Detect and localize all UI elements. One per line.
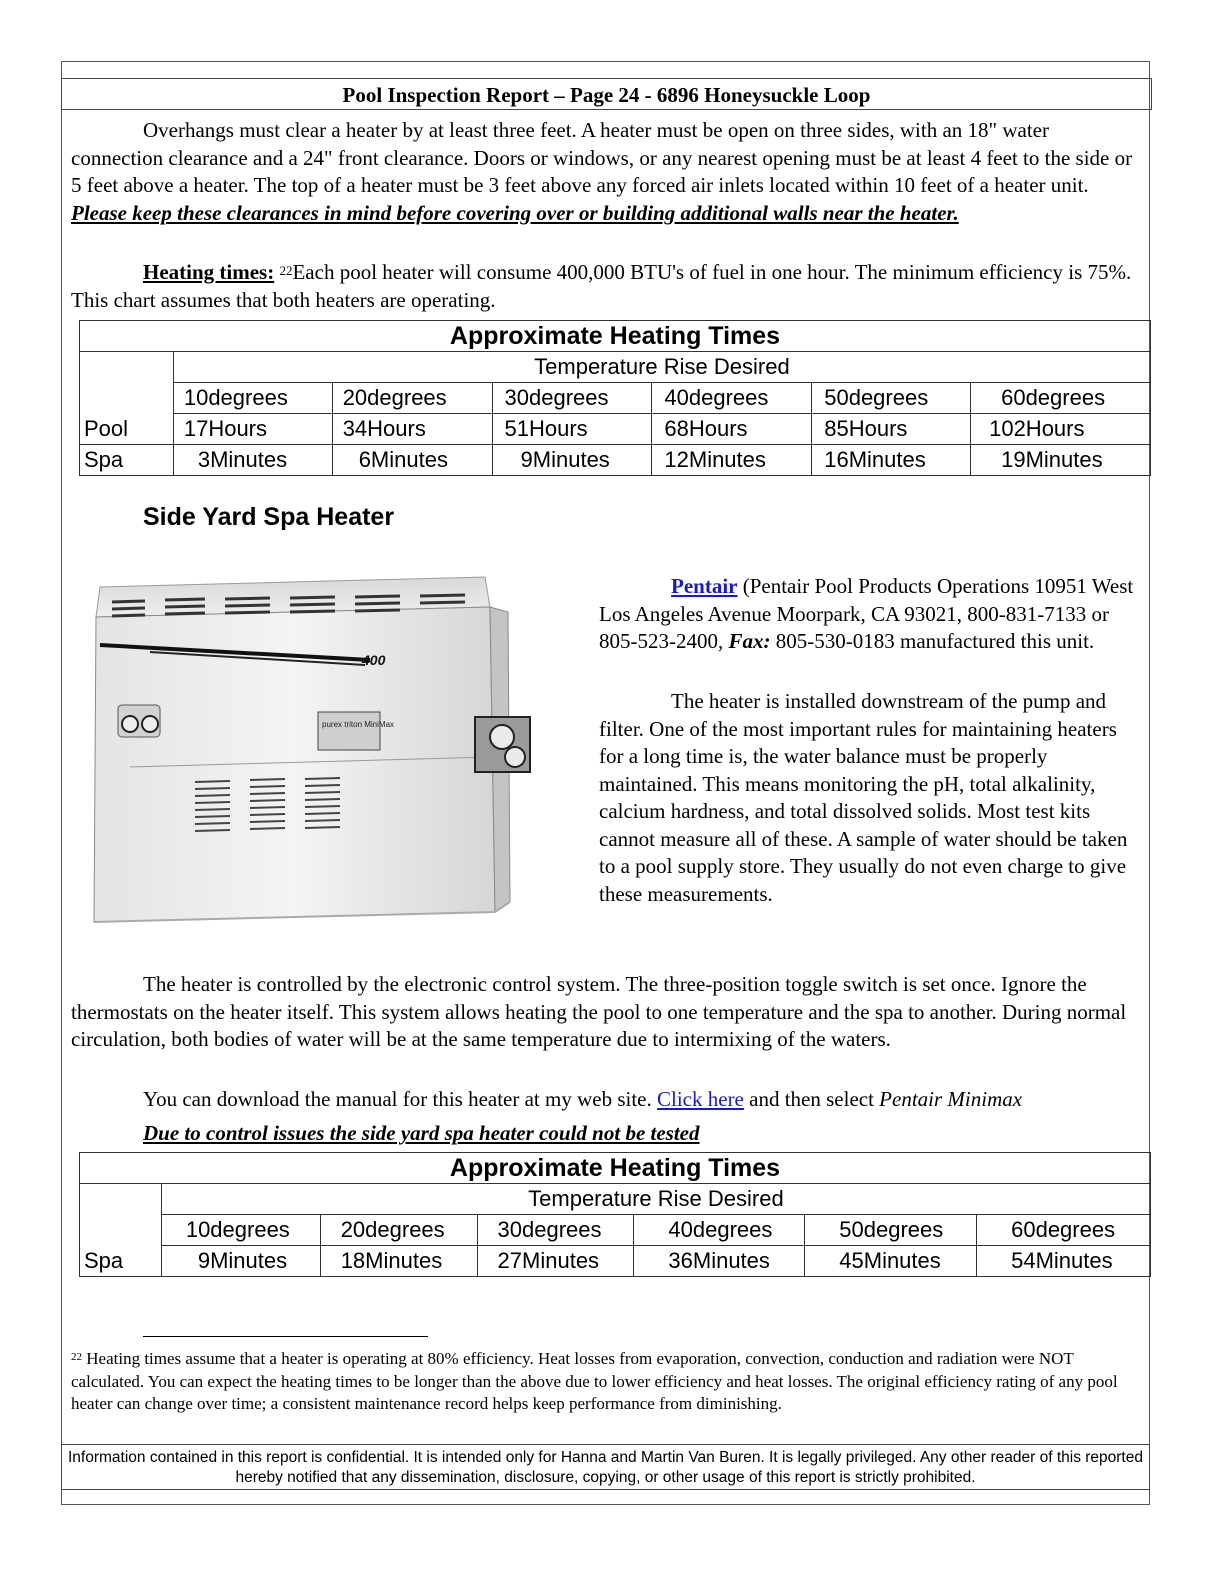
table-cell: 6Minutes <box>332 445 492 476</box>
table-title: Approximate Heating Times <box>80 321 1151 352</box>
control-paragraph <box>71 971 1146 1054</box>
table-row <box>80 414 1151 445</box>
control-text: The heater is controlled by the electronic control system. The three-position toggle switch is set once. Ignore the thermostats on the heater itself. This system allows heating the pool to one temperature and the spa to another. During normal circulation, both bodies of water will be at the same temperature due to intermixing of the waters. <box>71 972 1127 1051</box>
heating-text: Each pool heater will consume 400,000 BTU's of fuel in one hour. The minimum efficiency is 75%. This chart assumes that both heaters are operating. <box>71 260 1132 312</box>
table-cell: 9Minutes <box>161 1246 320 1277</box>
column-header: 60degrees <box>971 383 1151 414</box>
table-cell: 54Minutes <box>977 1246 1151 1277</box>
column-header: 30degrees <box>477 1215 634 1246</box>
table-corner <box>80 352 174 414</box>
download-text: You can download the manual for this heater at my web site. <box>143 1087 657 1111</box>
column-header: 40degrees <box>652 383 812 414</box>
row-label: Spa <box>80 1246 162 1277</box>
column-header: 20degrees <box>332 383 492 414</box>
table-cell: 17Hours <box>173 414 332 445</box>
footnote-text: Heating times assume that a heater is operating at 80% efficiency. Heat losses from evaporation, convection, conduction and radiation were NOT calculated. You can expect the heating times to be longer than the above due to lower efficiency and heat losses. The original efficiency rating of any pool heater can change over time; a consistent maintenance record helps keep performance from diminishing. <box>71 1349 1118 1413</box>
manufacturer-text-2: 805-530-0183 manufactured this unit. <box>770 629 1095 653</box>
table-cell: 9Minutes <box>492 445 652 476</box>
confidentiality-notice: Information contained in this report is confidential. It is intended only for Hanna and Martin Van Buren. It is legally privileged. Any other reader of this reported hereby notified that any dissemination, disclosure, copying, or other usage of this report is strictly prohibited. <box>61 1444 1150 1490</box>
footnote <box>71 1348 1141 1416</box>
manufacturer-text: (Pentair Pool Products Operations 10951 West Los Angeles Avenue Moorpark, CA 93021, 800-831-7133 or 805-523-2400, <box>599 574 1134 653</box>
table-cell: 36Minutes <box>634 1246 805 1277</box>
table-subtitle: Temperature Rise Desired <box>173 352 1150 383</box>
column-header: 30degrees <box>492 383 652 414</box>
manufacturer-paragraph <box>599 573 1144 656</box>
section-title: Side Yard Spa Heater <box>143 503 395 531</box>
clearance-warning: Please keep these clearances in mind before covering over or building additional walls near the heater. <box>71 200 959 225</box>
table-cell: 68Hours <box>652 414 812 445</box>
footnote-number: 22 <box>71 1351 82 1363</box>
table-cell: 45Minutes <box>805 1246 977 1277</box>
table-subtitle: Temperature Rise Desired <box>161 1184 1150 1215</box>
svg-text:400: 400 <box>362 652 386 668</box>
table-cell: 3Minutes <box>173 445 332 476</box>
footnote-separator <box>143 1336 428 1337</box>
table-cell: 12Minutes <box>652 445 812 476</box>
svg-text:purex triton MiniMax: purex triton MiniMax <box>322 720 395 729</box>
row-label: Spa <box>80 445 174 476</box>
column-header: 50degrees <box>812 383 971 414</box>
page-header: Pool Inspection Report – Page 24 - 6896 Honeysuckle Loop <box>61 78 1152 110</box>
not-tested-notice: Due to control issues the side yard spa heater could not be tested <box>143 1121 700 1145</box>
not-tested-paragraph <box>71 1120 1146 1148</box>
column-header: 60degrees <box>977 1215 1151 1246</box>
footnote-ref[interactable]: 22 <box>279 263 293 278</box>
column-header: 40degrees <box>634 1215 805 1246</box>
table-corner <box>80 1184 162 1246</box>
clearance-paragraph <box>71 117 1146 227</box>
pentair-link[interactable]: Pentair <box>671 574 738 598</box>
column-header: 10degrees <box>161 1215 320 1246</box>
table-cell: 27Minutes <box>477 1246 634 1277</box>
column-header: 20degrees <box>320 1215 477 1246</box>
table-cell: 51Hours <box>492 414 652 445</box>
maintenance-text: The heater is installed downstream of the pump and filter. One of the most important rules for maintaining heaters for a long time is, the water balance must be properly maintained. This means monitoring the pH, total alkalinity, calcium hardness, and total dissolved solids. Most test kits cannot measure all of these. A sample of water should be taken to a pool supply store. They usually do not even charge to give these measurements. <box>599 689 1128 906</box>
fax-label: Fax: <box>728 629 771 653</box>
maintenance-paragraph <box>599 688 1144 908</box>
download-paragraph <box>71 1086 1151 1114</box>
heating-label: Heating times: <box>143 260 275 284</box>
table-cell: 19Minutes <box>971 445 1151 476</box>
heating-times-table-1 <box>79 320 1151 476</box>
table-title: Approximate Heating Times <box>80 1153 1151 1184</box>
table-cell: 18Minutes <box>320 1246 477 1277</box>
click-here-link[interactable]: Click here <box>657 1087 744 1111</box>
heating-times-table-2 <box>79 1152 1151 1277</box>
manual-name: Pentair Minimax <box>879 1087 1023 1111</box>
heater-photo <box>90 567 540 937</box>
clearance-text: Overhangs must clear a heater by at least three feet. A heater must be open on three sides, with an 18" water connection clearance and a 24" front clearance. Doors or windows, or any nearest opening must be at least 4 feet to the side or 5 feet above a heater. The top of a heater must be 3 feet above any forced air inlets located within 10 feet of a heater unit. <box>71 118 1133 197</box>
table-row <box>80 445 1151 476</box>
download-text-2: and then select <box>743 1087 880 1111</box>
row-label: Pool <box>80 414 174 445</box>
table-cell: 34Hours <box>332 414 492 445</box>
table-row <box>80 1246 1151 1277</box>
table-cell: 85Hours <box>812 414 971 445</box>
heating-paragraph <box>71 259 1146 314</box>
column-header: 50degrees <box>805 1215 977 1246</box>
column-header: 10degrees <box>173 383 332 414</box>
table-cell: 102Hours <box>971 414 1151 445</box>
table-cell: 16Minutes <box>812 445 971 476</box>
